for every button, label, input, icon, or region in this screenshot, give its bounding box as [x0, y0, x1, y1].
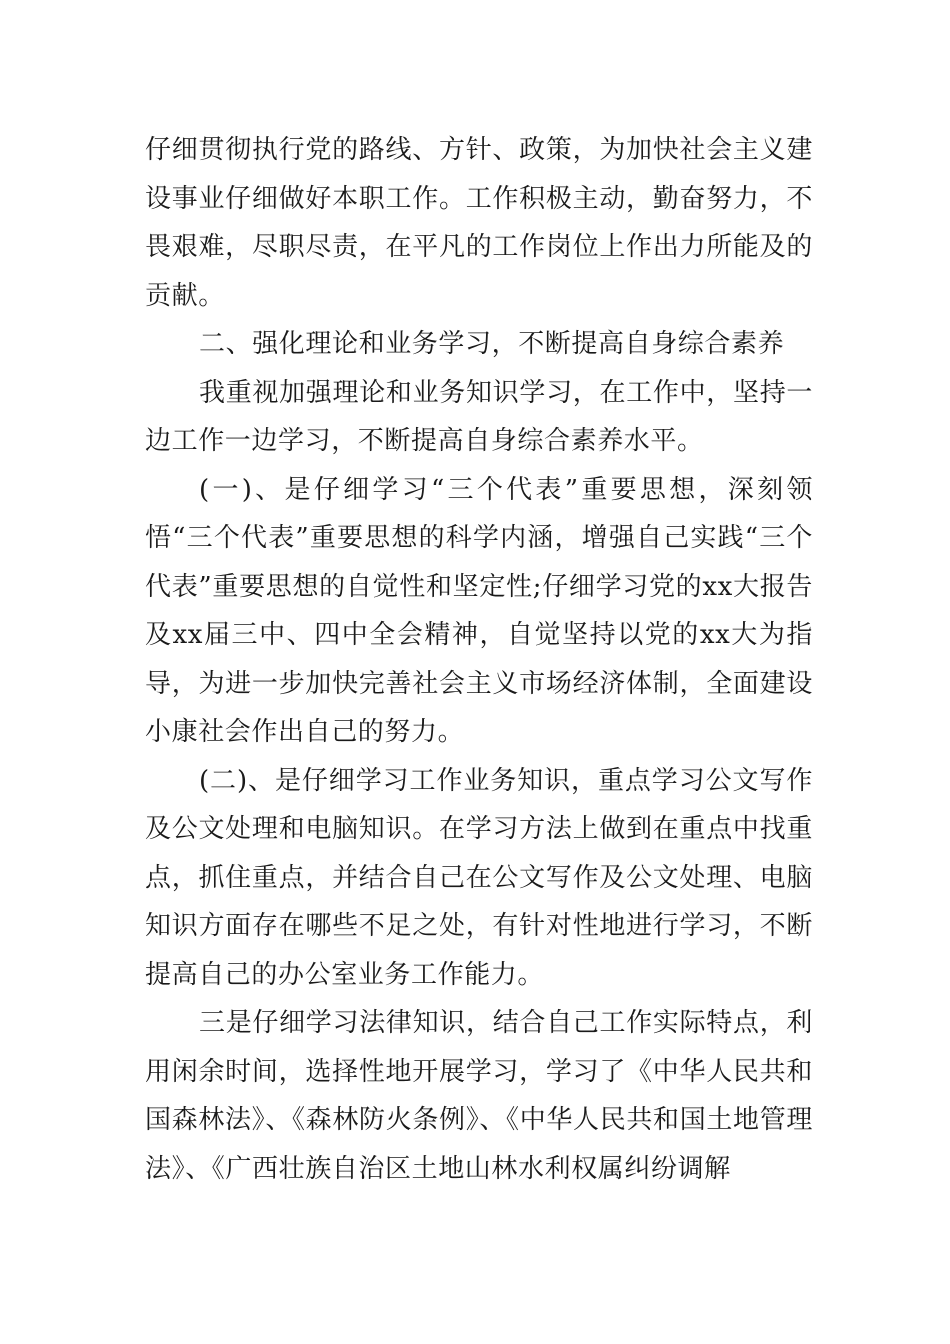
paragraph-3: 我重视加强理论和业务知识学习，在工作中，坚持一边工作一边学习，不断提高自身综合素养水平。	[145, 377, 813, 456]
paragraph-1: 仔细贯彻执行党的路线、方针、政策，为加快社会主义建设事业仔细做好本职工作。工作积极主动，勤奋努力，不畏艰难，尽职尽责，在平凡的工作岗位上作出力所能及的贡献。	[145, 135, 813, 311]
paragraph-6: 三是仔细学习法律知识，结合自己工作实际特点，利用闲余时间，选择性地开展学习，学习了《中华人民共和国森林法》、《森林防火条例》、《中华人民共和国土地管理法》、《广西壮族自治区土地山林水利权属纠纷调解	[145, 1008, 813, 1184]
paragraph-5: (二)、是仔细学习工作业务知识，重点学习公文写作及公文处理和电脑知识。在学习方法上做到在重点中找重点，抓住重点，并结合自己在公文写作及公文处理、电脑知识方面存在哪些不足之处，有针对性地进行学习，不断提高自己的办公室业务工作能力。	[145, 765, 813, 990]
document-body	[145, 126, 813, 1193]
section-heading-2: 二、强化理论和业务学习，不断提高自身综合素养	[199, 329, 785, 359]
paragraph-4: (一)、是仔细学习“三个代表”重要思想，深刻领悟“三个代表”重要思想的科学内涵，增强自己实践“三个代表”重要思想的自觉性和坚定性;仔细学习党的xx大报告及xx届三中、四中全会精神，自觉坚持以党的xx大为指导，为进一步加快完善社会主义市场经济体制，全面建设小康社会作出自己的努力。	[145, 474, 813, 747]
